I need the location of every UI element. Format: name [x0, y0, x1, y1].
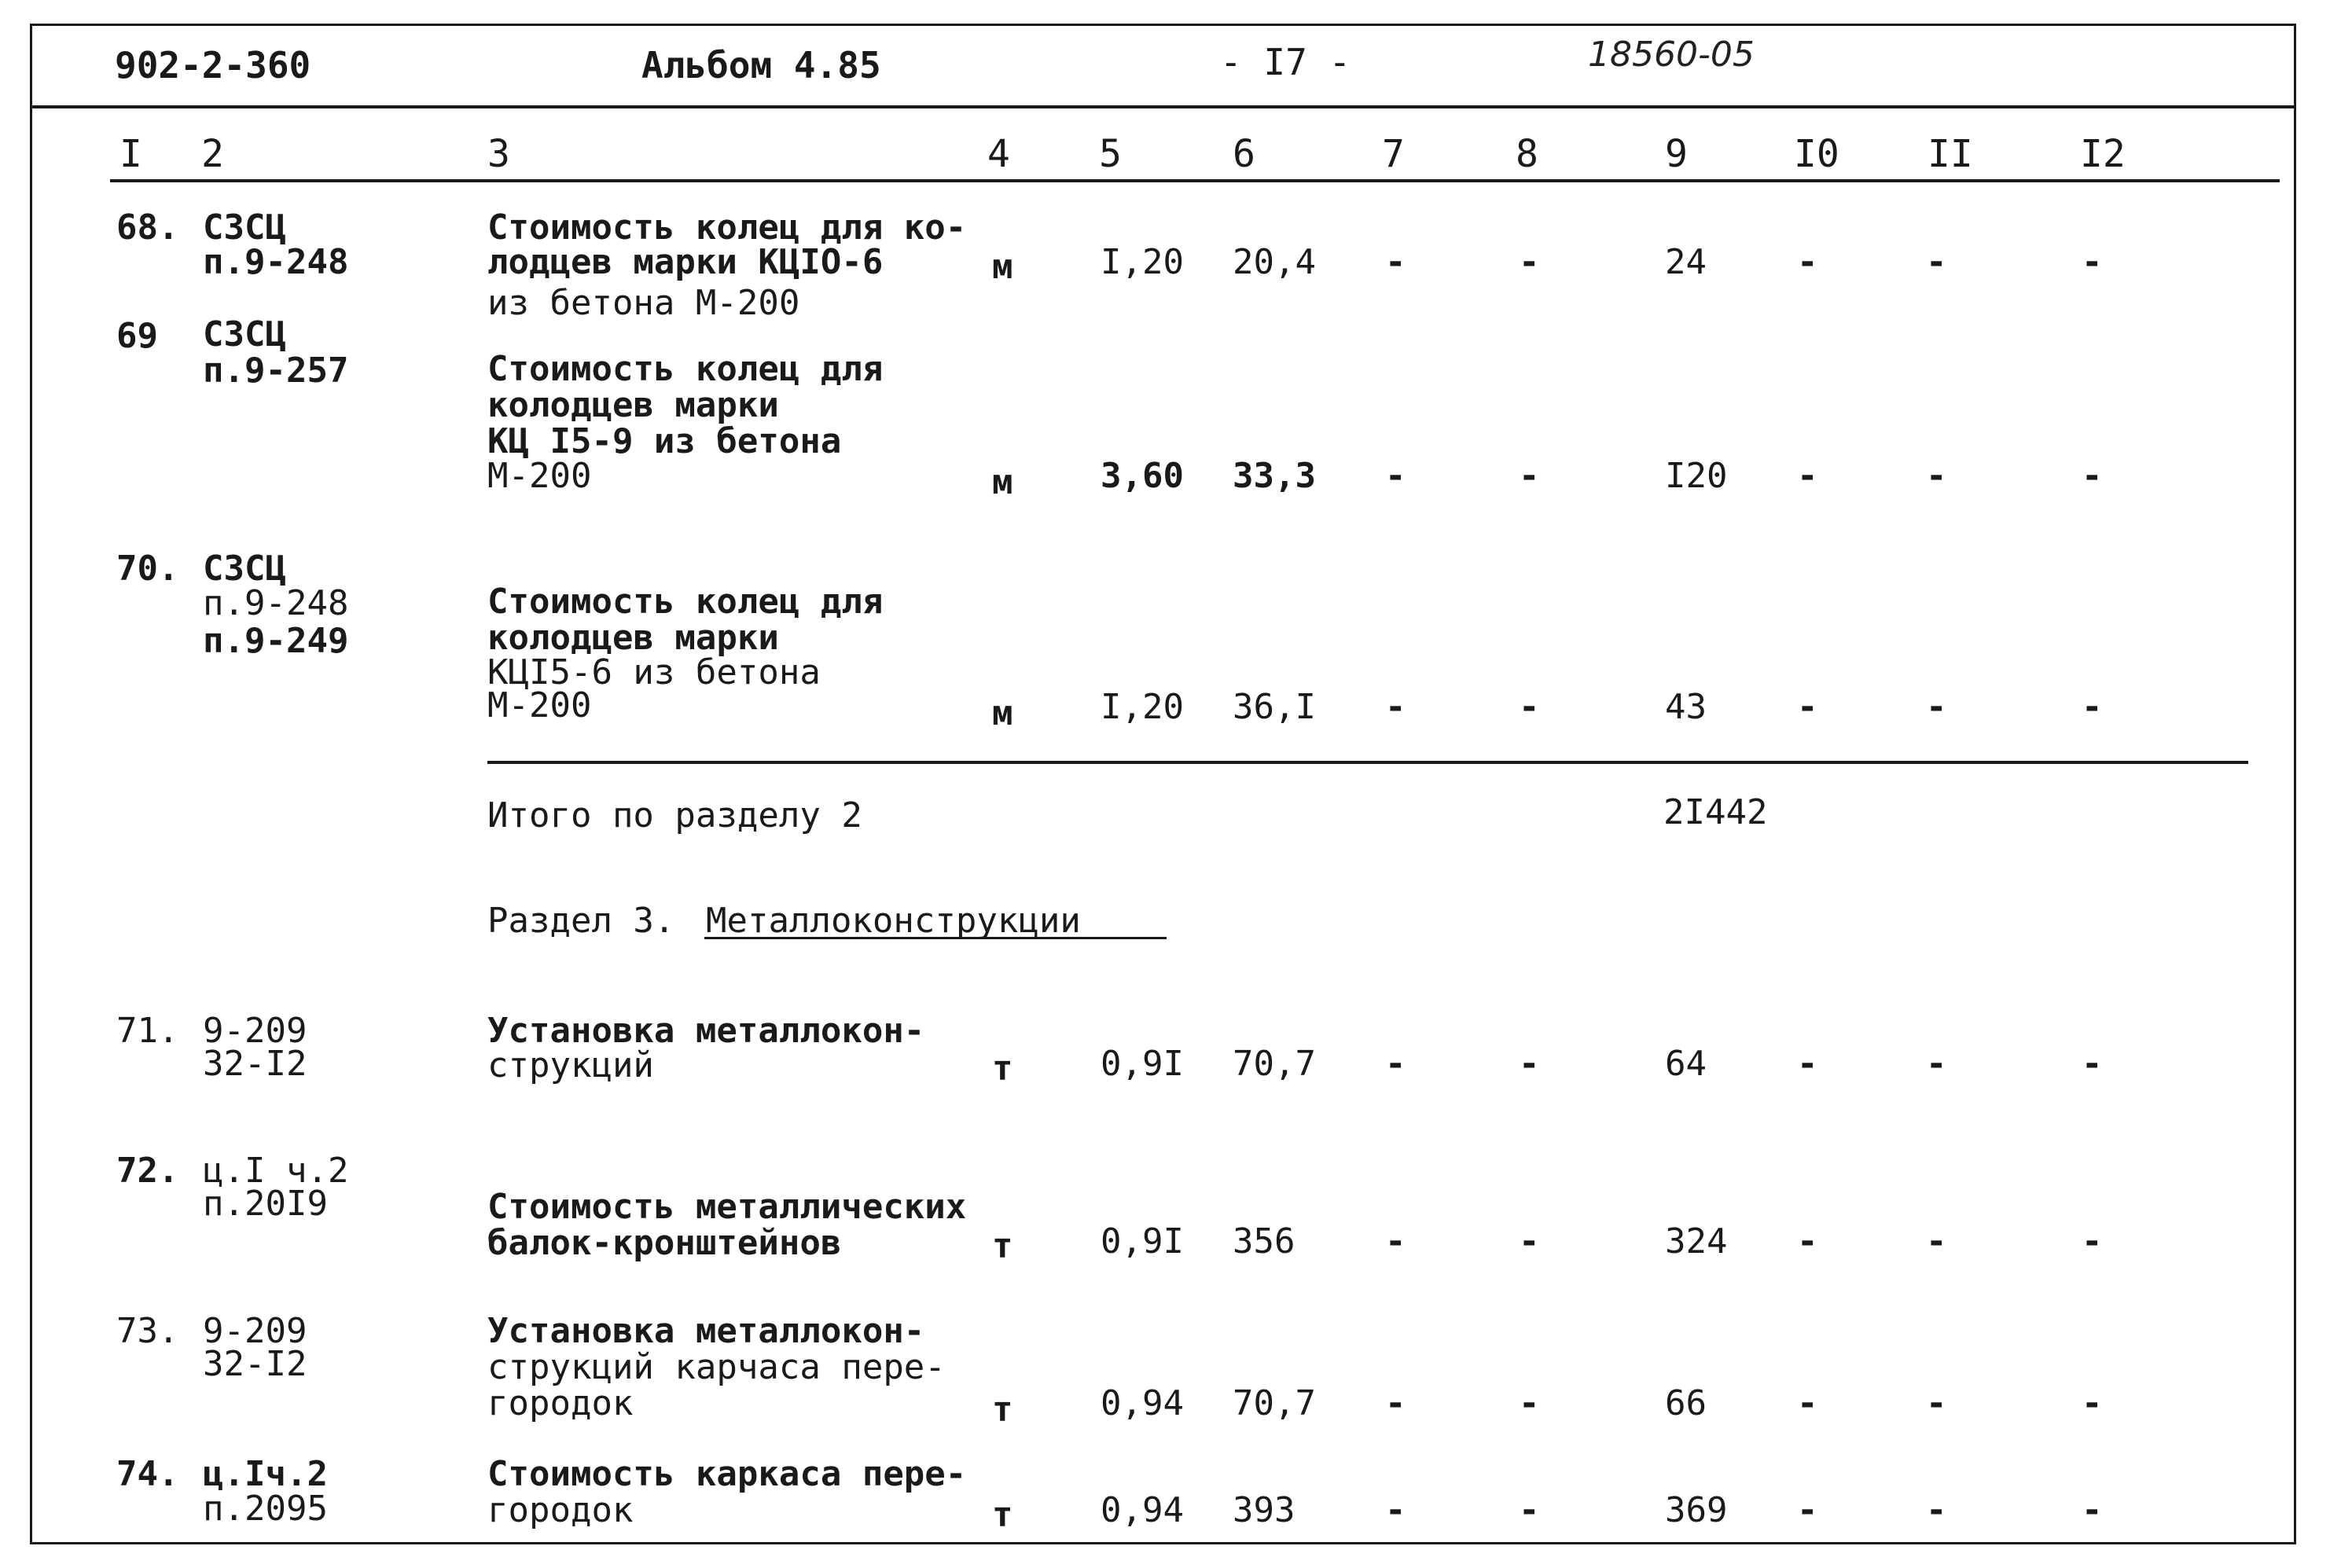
- row-code-line: п.2095: [203, 1489, 328, 1529]
- section-heading-prefix: Раздел 3.: [487, 901, 675, 941]
- row-col8: -: [1519, 1490, 1540, 1530]
- row-description-line: Установка металлокон-: [487, 1311, 925, 1351]
- row-code-line: ц.I ч.2: [203, 1151, 349, 1191]
- row-quantity: I,20: [1101, 687, 1184, 727]
- row-code-line: 9-209: [203, 1311, 307, 1351]
- album-label: Альбом 4.85: [641, 44, 881, 86]
- handwritten-code: 18560-05: [1588, 35, 1755, 75]
- row-total: 24: [1665, 242, 1707, 282]
- row-description-line: Стоимость каркаса пере-: [487, 1454, 967, 1494]
- row-col10: -: [1797, 1044, 1818, 1084]
- row-description-line: струкций карчаса пере-: [487, 1347, 946, 1387]
- row-unit-price: 36,I: [1233, 687, 1316, 727]
- row-number: 69: [116, 316, 158, 356]
- row-col8: -: [1519, 1044, 1540, 1084]
- row-unit: м: [992, 693, 1013, 733]
- column-header-12: I2: [2080, 132, 2126, 176]
- row-quantity: 0,9I: [1101, 1044, 1184, 1084]
- row-code-line: п.9-249: [203, 621, 349, 661]
- row-col8: -: [1519, 1221, 1540, 1261]
- row-code-line: СЗСЦ: [203, 314, 286, 354]
- row-unit: м: [992, 247, 1013, 287]
- row-description-line: Стоимость колец для: [487, 582, 884, 622]
- column-header-4: 4: [987, 132, 1010, 176]
- row-code-line: СЗСЦ: [203, 549, 286, 589]
- row-description-line: М-200: [487, 456, 592, 496]
- row-col11: -: [1926, 1044, 1947, 1084]
- frame-right-border: [2294, 24, 2296, 1544]
- column-header-11: II: [1928, 132, 1973, 176]
- row-col10: -: [1797, 1383, 1818, 1423]
- section-heading-title: Металлоконструкции: [706, 901, 1081, 941]
- row-col11: -: [1926, 242, 1947, 282]
- row-col11: -: [1926, 1221, 1947, 1261]
- column-header-5: 5: [1099, 132, 1122, 176]
- row-col10: -: [1797, 456, 1818, 496]
- row-col12: -: [2082, 687, 2103, 727]
- row-description-line: городок: [487, 1383, 634, 1423]
- row-number: 70.: [116, 549, 179, 589]
- row-quantity: I,20: [1101, 242, 1184, 282]
- row-col12: -: [2082, 1490, 2103, 1530]
- row-col12: -: [2082, 1383, 2103, 1423]
- section-total-value: 2I442: [1663, 792, 1768, 832]
- row-col10: -: [1797, 242, 1818, 282]
- row-description-line: струкций: [487, 1045, 654, 1085]
- row-total: 369: [1665, 1490, 1728, 1530]
- row-number: 72.: [116, 1151, 179, 1191]
- row-description-line: М-200: [487, 685, 592, 725]
- row-description-line: балок-кронштейнов: [487, 1223, 842, 1263]
- row-number: 73.: [116, 1311, 179, 1351]
- row-unit-price: 356: [1233, 1221, 1295, 1261]
- row-col7: -: [1385, 1221, 1406, 1261]
- row-col12: -: [2082, 1221, 2103, 1261]
- row-code-line: СЗСЦ: [203, 207, 286, 248]
- row-col7: -: [1385, 687, 1406, 727]
- row-col11: -: [1926, 687, 1947, 727]
- row-code-line: 32-I2: [203, 1344, 307, 1384]
- row-total: I20: [1665, 456, 1728, 496]
- row-unit-price: 20,4: [1233, 242, 1316, 282]
- section-total-rule: [487, 761, 2248, 764]
- row-col7: -: [1385, 456, 1406, 496]
- row-quantity: 0,94: [1101, 1383, 1184, 1423]
- column-header-1: I: [119, 132, 142, 176]
- column-header-8: 8: [1516, 132, 1538, 176]
- row-total: 64: [1665, 1044, 1707, 1084]
- row-description-line: Стоимость колец для ко-: [487, 207, 967, 248]
- column-header-9: 9: [1665, 132, 1688, 176]
- row-code-line: п.9-248: [203, 242, 349, 282]
- row-description-line: Стоимость колец для: [487, 349, 884, 389]
- row-unit-price: 70,7: [1233, 1044, 1316, 1084]
- row-col7: -: [1385, 1383, 1406, 1423]
- row-unit-price: 33,3: [1233, 456, 1316, 496]
- column-header-2: 2: [201, 132, 224, 176]
- row-col12: -: [2082, 1044, 2103, 1084]
- column-header-7: 7: [1382, 132, 1405, 176]
- row-description-line: КЦ I5-9 из бетона: [487, 421, 842, 461]
- row-code-line: ц.Iч.2: [203, 1454, 328, 1494]
- frame-top-border: [30, 24, 2296, 26]
- row-description-line: колодцев марки: [487, 385, 779, 425]
- row-number: 71.: [116, 1011, 179, 1051]
- header-rule: [30, 105, 2296, 108]
- doc-code: 902-2-360: [115, 44, 311, 86]
- row-quantity: 0,94: [1101, 1490, 1184, 1530]
- row-col8: -: [1519, 242, 1540, 282]
- row-col11: -: [1926, 456, 1947, 496]
- row-col11: -: [1926, 1490, 1947, 1530]
- row-unit-price: 393: [1233, 1490, 1295, 1530]
- row-unit: т: [992, 1226, 1013, 1266]
- column-header-6: 6: [1233, 132, 1255, 176]
- row-quantity: 0,9I: [1101, 1221, 1184, 1261]
- row-quantity: 3,60: [1101, 456, 1184, 496]
- row-description-line: Стоимость металлических: [487, 1187, 967, 1227]
- row-col10: -: [1797, 1490, 1818, 1530]
- column-header-rule: [110, 179, 2280, 182]
- row-col8: -: [1519, 687, 1540, 727]
- row-col8: -: [1519, 1383, 1540, 1423]
- row-description-line: из бетона М-200: [487, 283, 800, 323]
- row-col7: -: [1385, 1044, 1406, 1084]
- column-header-10: I0: [1794, 132, 1839, 176]
- row-code-line: п.20I9: [203, 1184, 328, 1224]
- row-number: 68.: [116, 207, 179, 248]
- row-description-line: городок: [487, 1490, 634, 1530]
- column-header-3: 3: [487, 132, 510, 176]
- page-number: - I7 -: [1220, 41, 1351, 83]
- row-col10: -: [1797, 687, 1818, 727]
- row-unit: т: [992, 1390, 1013, 1430]
- row-description-line: Установка металлокон-: [487, 1011, 925, 1051]
- row-col11: -: [1926, 1383, 1947, 1423]
- row-code-line: п.9-257: [203, 351, 349, 391]
- row-description-line: лодцев марки КЦIO-6: [487, 242, 884, 282]
- frame-bottom-border: [30, 1542, 2296, 1544]
- row-unit-price: 70,7: [1233, 1383, 1316, 1423]
- section-total-label: Итого по разделу 2: [487, 795, 862, 835]
- row-col10: -: [1797, 1221, 1818, 1261]
- row-total: 324: [1665, 1221, 1728, 1261]
- row-number: 74.: [116, 1454, 179, 1494]
- row-code-line: 9-209: [203, 1011, 307, 1051]
- row-unit: т: [992, 1048, 1013, 1089]
- row-code-line: п.9-248: [203, 583, 349, 623]
- row-col12: -: [2082, 242, 2103, 282]
- frame-left-border: [30, 24, 32, 1544]
- row-col12: -: [2082, 456, 2103, 496]
- row-unit: т: [992, 1495, 1013, 1535]
- row-unit: м: [992, 462, 1013, 502]
- row-description-line: колодцев марки: [487, 618, 779, 658]
- row-total: 43: [1665, 687, 1707, 727]
- row-total: 66: [1665, 1383, 1707, 1423]
- row-code-line: 32-I2: [203, 1044, 307, 1084]
- row-col7: -: [1385, 242, 1406, 282]
- row-description-line: КЦI5-6 из бетона: [487, 652, 821, 692]
- row-col8: -: [1519, 456, 1540, 496]
- row-col7: -: [1385, 1490, 1406, 1530]
